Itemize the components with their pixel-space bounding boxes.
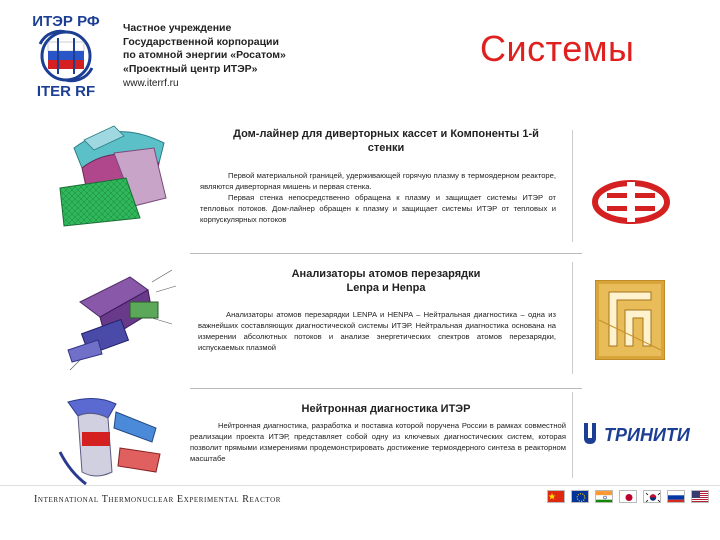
china-flag-icon bbox=[547, 490, 565, 503]
divertor-render-image bbox=[54, 118, 182, 238]
npa-analyzer-image bbox=[60, 262, 180, 374]
triniti-logo bbox=[582, 420, 710, 446]
section-1-text bbox=[200, 170, 556, 225]
triniti-logo-text: ТРИНИТИ bbox=[604, 425, 690, 445]
section-1-title-line-1: Дом-лайнер для диверторных кассет и Компоненты 1-й bbox=[233, 128, 539, 140]
section-1-paragraph-1: Первой материальной границей, удерживающей горячую плазму в термоядерном реакторе, являются диверторная мишень и первая стенка. bbox=[200, 171, 556, 191]
organization-name bbox=[123, 22, 286, 91]
japan-flag-icon bbox=[619, 490, 637, 503]
section-2-text bbox=[198, 309, 556, 353]
section-3-title-line-1: Нейтронная диагностика ИТЭР bbox=[301, 403, 471, 415]
org-line-1: Частное учреждение bbox=[123, 22, 232, 34]
usa-flag-icon bbox=[691, 490, 709, 503]
section-3-paragraph-1: Нейтронная диагностика, разработка и поставка которой поручена России в рамках совместной реализации проекта ИТЭР, представляет собой одну из ключевых диагностических систем, которая позволит прямыми измерениями продемонстрировать достижение термоядерного синтеза в реакторном масштабе bbox=[190, 421, 566, 463]
org-line-4: «Проектный центр ИТЭР» bbox=[123, 62, 258, 75]
section-2-title-line-1: Анализаторы атомов перезарядки bbox=[291, 268, 481, 280]
iter-rf-logo bbox=[18, 10, 114, 100]
section-1-title bbox=[200, 127, 572, 155]
ioffe-institute-logo bbox=[595, 280, 665, 360]
logo-bottom-text: ITER RF bbox=[36, 83, 96, 100]
section-2-paragraph-1: Анализаторы атомов перезарядки LENPA и HENPA – Нейтральная диагностика – одна из важнейших составляющих диагностической системы ИТЭР. Нейтральная диагностика основана на измерении абсолютных потоков и анализе энергетических спектров атомов перезарядки, испускаемых плазмой bbox=[198, 310, 556, 352]
india-flag-icon bbox=[595, 490, 613, 503]
section-3-text bbox=[190, 420, 566, 464]
org-line-3: по атомной энергии «Росатом» bbox=[123, 49, 286, 61]
section-3-title bbox=[200, 402, 572, 416]
website-url[interactable]: www.iterrf.ru bbox=[123, 78, 179, 89]
divider-2 bbox=[190, 388, 582, 389]
divider-vertical-2 bbox=[572, 262, 573, 374]
divider-1 bbox=[190, 253, 582, 254]
section-1-title-line-2: стенки bbox=[367, 142, 405, 154]
footer-divider bbox=[0, 485, 720, 486]
divider-vertical-1 bbox=[572, 130, 573, 242]
efremov-institute-logo bbox=[591, 180, 671, 224]
section-2-title-line-2: Lenpa и Henpa bbox=[346, 282, 426, 294]
page-title: Системы bbox=[480, 28, 635, 69]
korea-flag-icon bbox=[643, 490, 661, 503]
neutron-diagnostics-image bbox=[56, 392, 180, 488]
logo-top-text: ИТЭР РФ bbox=[32, 13, 100, 30]
section-2-title bbox=[200, 267, 572, 295]
section-1-paragraph-2: Первая стенка непосредственно обращена к плазму и защищает системы ИТЭР от тепловых потоков. Дом-лайнер обращен к плазму и защищает системы ИТЭР от тепловых и корпускулярных потоков bbox=[200, 193, 556, 224]
eu-flag-icon bbox=[571, 490, 589, 503]
footer-text: International Thermonuclear Experimental Reactor bbox=[34, 494, 282, 505]
russia-flag-icon bbox=[667, 490, 685, 503]
org-line-2: Государственной корпорации bbox=[123, 35, 279, 48]
divider-vertical-3 bbox=[572, 392, 573, 478]
